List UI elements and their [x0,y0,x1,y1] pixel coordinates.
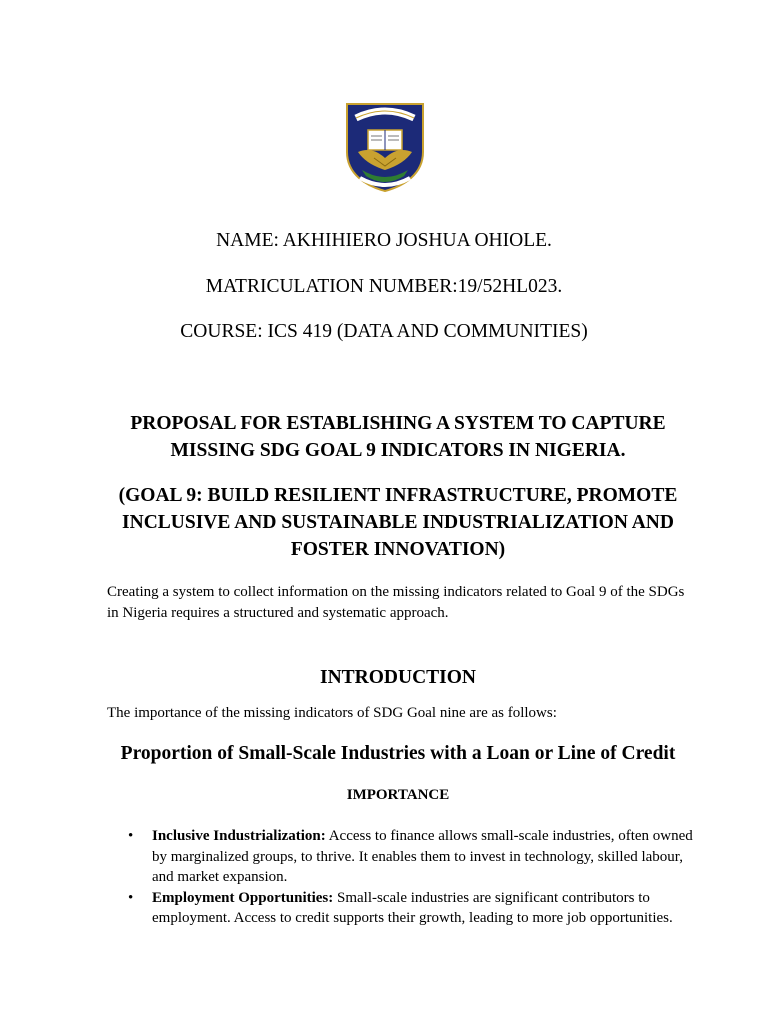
bullet-text: Small-scale industries are significant contributors to employment. Access to credit supports their growth, leading to more job opportunities. [152,889,673,926]
introduction-paragraph: The importance of the missing indicators of SDG Goal nine are as follows: [107,705,557,721]
bullet-term: Employment Opportunities: [152,889,334,906]
list-item [0,888,700,929]
course-line: COURSE: ICS 419 (DATA AND COMMUNITIES) [180,321,588,342]
intro-paragraph: Creating a system to collect information on the missing indicators related to Goal 9 of the SDGs in Nigeria requires a structured and systematic approach. [107,584,685,621]
bullet-text: Access to finance allows small-scale industries, often owned by marginalized groups, to thrive. It enables them to invest in technology, skilled labour, and market expansion. [152,828,693,885]
list-item [0,826,700,888]
proposal-title: PROPOSAL FOR ESTABLISHING A SYSTEM TO CAPTURE MISSING SDG GOAL 9 INDICATORS IN NIGERIA. [130,413,666,461]
introduction-heading: INTRODUCTION [319,667,477,688]
section-heading: Proportion of Small-Scale Industries with a Loan or Line of Credit [120,743,676,764]
importance-list [0,826,700,929]
university-logo [344,100,426,192]
student-name: NAME: AKHIHIERO JOSHUA OHIOLE. [216,230,552,251]
goal-statement: (GOAL 9: BUILD RESILIENT INFRASTRUCTURE, PROMOTE INCLUSIVE AND SUSTAINABLE INDUSTRIALIZATION AND FOSTER INNOVATION) [118,485,678,560]
bullet-icon: • [128,889,134,906]
matriculation-number: MATRICULATION NUMBER:19/52HL023. [205,276,563,297]
importance-heading: IMPORTANCE [346,787,450,803]
bullet-term: Inclusive Industrialization: [152,828,326,844]
bullet-icon: • [128,828,134,844]
